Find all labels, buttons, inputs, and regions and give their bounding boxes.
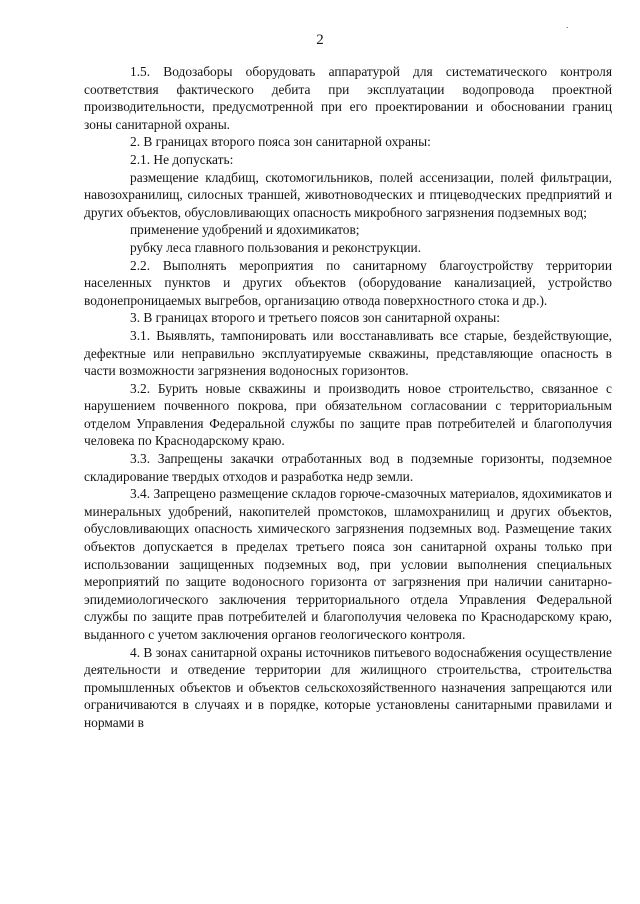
paragraph-2-1-item-1: размещение кладбищ, скотомогильников, полей ассенизации, полей фильтрации, навозохранилищ, силосных траншей, животноводческих и птицеводческих предприятий и других объектов, обусловливающих опасность микробного загрязнения подземных вод; bbox=[84, 169, 612, 220]
paragraph-1-5: 1.5. Водозаборы оборудовать аппаратурой для систематического контроля соответствия фактического дебита при эксплуатации водопровода проектной производительности, предусмотренной при его проектировании и обосновании границ зоны санитарной охраны. bbox=[84, 64, 612, 132]
paragraph-3: 3. В границах второго и третьего поясов зон санитарной охраны: bbox=[130, 310, 500, 326]
paragraph-2-1: 2.1. Не допускать: bbox=[130, 151, 234, 167]
paragraph-4: 4. В зонах санитарной охраны источников питьевого водоснабжения осуществление деятельности и отведение территории для жилищного строительства, строительства промышленных объектов и объектов сельскохозяйственного назначения запрещаются или ограничиваются в случаях и в порядке, которые установлены санитарными правилами и нормами в bbox=[84, 644, 612, 730]
paragraph-2-1-item-2: применение удобрений и ядохимикатов; bbox=[130, 222, 360, 238]
paragraph-3-3: 3.3. Запрещены закачки отработанных вод в подземные горизонты, подземное складирование твердых отходов и разработка недр земли. bbox=[84, 451, 612, 484]
paragraph-3-2: 3.2. Бурить новые скважины и производить новое строительство, связанное с нарушением почвенного покрова, при обязательном согласовании с территориальным отделом Управления Федеральной службы по защите прав потребителей и благополучия человека по Краснодарскому краю. bbox=[84, 380, 612, 449]
paragraph-2-2: 2.2. Выполнять мероприятия по санитарному благоустройству территории населенных пунктов и других объектов (оборудование канализацией, устройство водонепроницаемых выгребов, организацию отвода поверхностного стока и др.). bbox=[84, 257, 612, 308]
paragraph-3-1: 3.1. Выявлять, тампонировать или восстанавливать все старые, бездействующие, дефектные или неправильно эксплуатируемые скважины, представляющие опасность в части возможности загрязнения водоносных горизонтов. bbox=[84, 327, 612, 379]
paragraph-2: 2. В границах второго пояса зон санитарной охраны: bbox=[130, 134, 431, 150]
document-body bbox=[84, 63, 612, 732]
corner-mark: . bbox=[566, 20, 569, 30]
page-number: 2 bbox=[316, 32, 324, 48]
paragraph-3-4: 3.4. Запрещено размещение складов горюче-смазочных материалов, ядохимикатов и минеральных удобрений, накопителей промстоков, шламохранилищ и других объектов, обусловливающих опасность химического загрязнения подземных вод. Размещение таких объектов допускается в пределах третьего пояса зон санитарной охраны только при использовании защищенных подземных вод, при условии выполнения специальных мероприятий по защите водоносного горизонта от загрязнения при наличии санитарно-эпидемиологического заключения территориального отдела Управления Федеральной службы по защите прав потребителей и благополучия человека по Краснодарскому краю, выданного с учетом заключения органов геологического контроля. bbox=[84, 486, 612, 642]
paragraph-2-1-item-3: рубку леса главного пользования и реконструкции. bbox=[130, 239, 422, 255]
